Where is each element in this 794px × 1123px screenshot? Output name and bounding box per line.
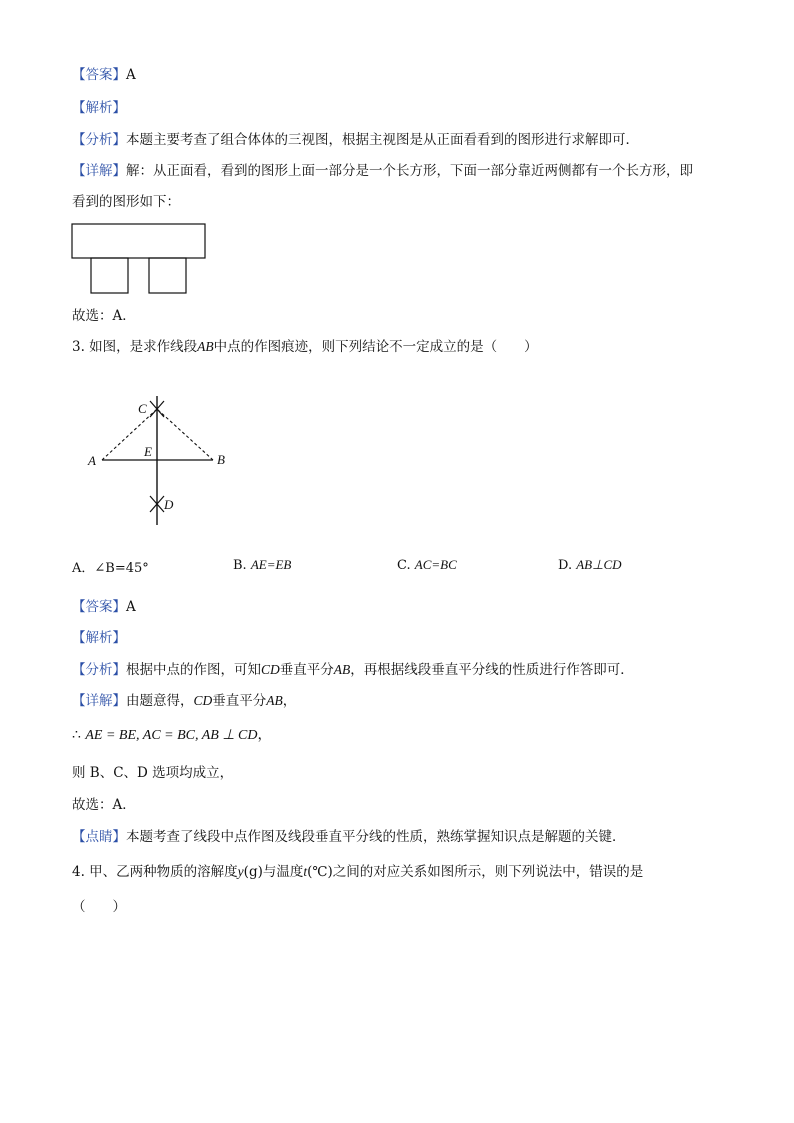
answer-tag: 【答案】 bbox=[72, 67, 126, 83]
q2-choose: 故选：A． bbox=[72, 308, 136, 324]
q3-stem-pre: 3. 如图，是求作线段 bbox=[72, 339, 198, 355]
q3-then: 则 B、C、D 选项均成立， bbox=[72, 765, 234, 781]
option-c-label: C. bbox=[397, 558, 415, 573]
analysis-tag: 【解析】 bbox=[72, 100, 126, 116]
point-c-label: C bbox=[138, 401, 147, 416]
answer-value: A bbox=[126, 67, 136, 83]
q3-fenxi-line bbox=[72, 661, 634, 679]
fenxi-ab: AB bbox=[333, 662, 351, 677]
q4-stem-pre: 4. 甲、乙两种物质的溶解度 bbox=[72, 864, 238, 880]
q4-stem-mid: 与温度 bbox=[262, 864, 304, 880]
xiangjie-text-1: 由题意得， bbox=[126, 693, 194, 709]
q3-stem bbox=[72, 338, 538, 356]
point-a-label: A bbox=[88, 453, 96, 468]
q4-stem-t: t bbox=[303, 864, 308, 879]
option-c-text: AC=BC bbox=[414, 557, 457, 572]
option-a-label: A． bbox=[72, 561, 95, 576]
option-c[interactable] bbox=[397, 557, 457, 573]
front-view-left-rect bbox=[91, 258, 128, 293]
xiangjie-cd: CD bbox=[193, 693, 213, 708]
q3-answer-line bbox=[72, 598, 136, 616]
option-d-text: AB⊥CD bbox=[576, 557, 622, 572]
point-e-label: E bbox=[144, 444, 152, 459]
xiangjie-tag: 【详解】 bbox=[72, 693, 126, 709]
q3-stem-ab: AB bbox=[197, 339, 214, 354]
fenxi-tag: 【分析】 bbox=[72, 662, 126, 678]
fenxi-text: 本题主要考查了组合体体的三视图，根据主视图是从正面看看到的图形进行求解即可． bbox=[126, 132, 639, 148]
front-view-figure bbox=[70, 222, 210, 296]
option-b[interactable] bbox=[233, 557, 291, 573]
xiangjie-text: 解：从正面看，看到的图形上面一部分是一个长方形，下面一部分靠近两侧都有一个长方形，即 bbox=[126, 163, 693, 179]
xiangjie-tag: 【详解】 bbox=[72, 163, 126, 179]
option-b-text: AE=EB bbox=[250, 557, 292, 572]
q4-stem-y: y bbox=[237, 864, 244, 879]
q2-answer-line bbox=[72, 66, 136, 84]
xiangjie-text-cont: 看到的图形如下： bbox=[72, 194, 180, 210]
formula-line bbox=[72, 726, 272, 745]
analysis-tag: 【解析】 bbox=[72, 630, 126, 646]
dianjing-text: 本题考查了线段中点作图及线段垂直平分线的性质，熟练掌握知识点是解题的关键． bbox=[126, 829, 626, 845]
formula: AE = BE, AC = BC, AB ⊥ CD bbox=[85, 728, 258, 743]
option-a[interactable] bbox=[72, 557, 149, 576]
q3-stem-post: 中点的作图痕迹，则下列结论不一定成立的是（ ） bbox=[213, 339, 538, 355]
front-view-right-rect bbox=[149, 258, 186, 293]
q4-paren: （ ） bbox=[72, 899, 126, 915]
dianjing-tag: 【点睛】 bbox=[72, 829, 126, 845]
q2-xiangjie-line bbox=[72, 162, 693, 180]
fenxi-text-2: 垂直平分 bbox=[279, 662, 334, 678]
q3-choose: 故选：A． bbox=[72, 797, 136, 813]
option-d[interactable] bbox=[558, 557, 622, 573]
fenxi-text-1: 根据中点的作图，可知 bbox=[126, 662, 261, 678]
q4-stem-post: 之间的对应关系如图所示，则下列说法中，错误的是 bbox=[332, 864, 644, 880]
formula-tail: ， bbox=[257, 727, 272, 743]
xiangjie-ab: AB bbox=[266, 693, 283, 708]
q3-xiangjie-line bbox=[72, 692, 296, 710]
option-d-label: D. bbox=[558, 558, 577, 573]
fenxi-cd: CD bbox=[261, 662, 280, 677]
option-a-text: ∠B=45° bbox=[94, 561, 149, 576]
q4-stem-g: (g) bbox=[243, 864, 263, 880]
xiangjie-text-3: ， bbox=[282, 693, 297, 709]
point-b-label: B bbox=[217, 452, 225, 467]
xiangjie-text-2: 垂直平分 bbox=[212, 693, 267, 709]
line-bc-dashed bbox=[157, 409, 213, 460]
option-b-label: B. bbox=[233, 558, 251, 573]
q4-stem-c: (℃) bbox=[307, 864, 333, 880]
q3-dianjing-line bbox=[72, 828, 626, 846]
q2-fenxi-line bbox=[72, 131, 639, 149]
fenxi-text-3: ，再根据线段垂直平分线的性质进行作答即可． bbox=[350, 662, 634, 678]
point-d-label: D bbox=[164, 497, 174, 512]
answer-tag: 【答案】 bbox=[72, 599, 126, 615]
therefore-symbol: ∴ bbox=[72, 727, 81, 743]
answer-value: A bbox=[126, 599, 136, 615]
q4-stem bbox=[72, 863, 643, 881]
fenxi-tag: 【分析】 bbox=[72, 132, 126, 148]
front-view-top-rect bbox=[72, 224, 205, 258]
construction-figure bbox=[80, 388, 240, 533]
